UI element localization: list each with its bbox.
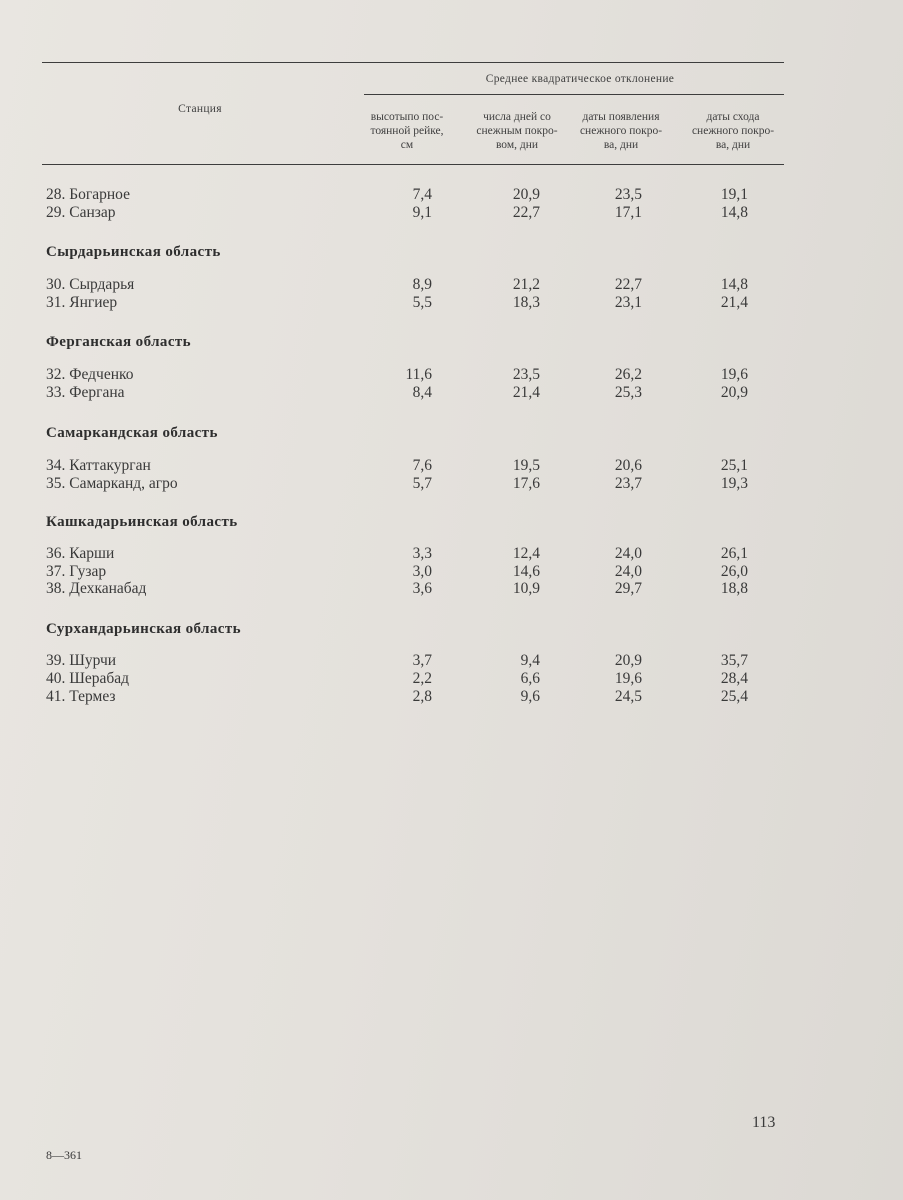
station-name: 29. Санзар <box>46 204 116 221</box>
header-line: высотыпо пос- <box>370 111 444 123</box>
value-days: 23,5 <box>512 366 540 383</box>
region-title: Ферганская область <box>46 334 191 350</box>
value-height: 8,9 <box>412 276 432 293</box>
value-height: 2,8 <box>412 688 432 705</box>
value-onset: 23,5 <box>614 186 642 203</box>
value-height: 2,2 <box>412 670 432 687</box>
value-height: 3,7 <box>412 652 432 669</box>
value-melt: 19,1 <box>720 186 748 203</box>
value-height: 8,4 <box>412 384 432 401</box>
header-line: снежного покро- <box>691 125 775 137</box>
table-row <box>0 580 903 597</box>
value-onset: 24,5 <box>614 688 642 705</box>
value-days: 19,5 <box>512 457 540 474</box>
value-onset: 20,6 <box>614 457 642 474</box>
group-header: Среднее квадратическое отклонение <box>485 73 675 85</box>
station-name: 38. Дехканабад <box>46 580 147 597</box>
value-days: 21,4 <box>512 384 540 401</box>
table-row <box>0 366 903 383</box>
station-name: 40. Шерабад <box>46 670 130 687</box>
value-onset: 20,9 <box>614 652 642 669</box>
value-melt: 26,1 <box>720 545 748 562</box>
printer-signature: 8—361 <box>46 1148 82 1162</box>
column-header-height <box>352 110 462 152</box>
station-name: 30. Сырдарья <box>46 276 135 293</box>
header-line: вом, дни <box>495 139 539 151</box>
value-onset: 24,0 <box>614 545 642 562</box>
station-name: 36. Карши <box>46 545 115 562</box>
value-days: 6,6 <box>520 670 540 687</box>
region-title: Самаркандская область <box>46 425 218 441</box>
header-line: ва, дни <box>603 139 639 151</box>
value-onset: 22,7 <box>614 276 642 293</box>
table-row <box>0 186 903 203</box>
region-title: Сырдарьинская область <box>46 244 221 260</box>
value-melt: 25,1 <box>720 457 748 474</box>
station-name: 33. Фергана <box>46 384 125 401</box>
value-days: 18,3 <box>512 294 540 311</box>
header-line: снежного покро- <box>579 125 663 137</box>
value-days: 14,6 <box>512 563 540 580</box>
page-number: 113 <box>752 1114 776 1131</box>
value-melt: 25,4 <box>720 688 748 705</box>
column-header-onset <box>566 110 676 152</box>
value-melt: 20,9 <box>720 384 748 401</box>
value-melt: 26,0 <box>720 563 748 580</box>
value-height: 5,5 <box>412 294 432 311</box>
value-melt: 35,7 <box>720 652 748 669</box>
table-row <box>0 563 903 580</box>
header-bottom-rule <box>42 164 784 165</box>
station-name: 32. Федченко <box>46 366 134 383</box>
region-title: Кашкадарьинская область <box>46 514 238 530</box>
value-melt: 28,4 <box>720 670 748 687</box>
value-melt: 14,8 <box>720 276 748 293</box>
value-days: 10,9 <box>512 580 540 597</box>
header-line: см <box>400 139 414 151</box>
value-melt: 19,6 <box>720 366 748 383</box>
table-row <box>0 276 903 293</box>
value-onset: 19,6 <box>614 670 642 687</box>
value-onset: 17,1 <box>614 204 642 221</box>
value-melt: 19,3 <box>720 475 748 492</box>
station-header: Станция <box>178 103 222 115</box>
value-height: 11,6 <box>405 366 432 383</box>
value-height: 7,6 <box>412 457 432 474</box>
value-melt: 14,8 <box>720 204 748 221</box>
value-height: 3,6 <box>412 580 432 597</box>
value-days: 17,6 <box>512 475 540 492</box>
value-days: 9,6 <box>520 688 540 705</box>
station-name: 41. Термез <box>46 688 116 705</box>
top-rule <box>42 62 784 63</box>
station-name: 28. Богарное <box>46 186 131 203</box>
station-name: 37. Гузар <box>46 563 107 580</box>
value-days: 12,4 <box>512 545 540 562</box>
value-onset: 23,7 <box>614 475 642 492</box>
header-line: даты схода <box>706 111 760 123</box>
value-onset: 25,3 <box>614 384 642 401</box>
station-name: 31. Янгиер <box>46 294 118 311</box>
group-rule <box>364 94 784 95</box>
value-days: 9,4 <box>520 652 540 669</box>
value-onset: 23,1 <box>614 294 642 311</box>
table-row <box>0 688 903 705</box>
header-line: снежным покро- <box>476 125 558 137</box>
value-onset: 29,7 <box>614 580 642 597</box>
table-row <box>0 384 903 401</box>
value-days: 21,2 <box>512 276 540 293</box>
value-height: 9,1 <box>412 204 432 221</box>
header-line: числа дней со <box>483 111 551 123</box>
value-height: 7,4 <box>412 186 432 203</box>
header-line: даты появления <box>582 111 660 123</box>
table-row <box>0 204 903 221</box>
table-row <box>0 457 903 474</box>
table-row <box>0 545 903 562</box>
column-header-melt <box>678 110 788 152</box>
value-height: 3,0 <box>412 563 432 580</box>
table-row <box>0 652 903 669</box>
header-line: ва, дни <box>715 139 751 151</box>
table-row <box>0 670 903 687</box>
value-melt: 21,4 <box>720 294 748 311</box>
value-days: 22,7 <box>512 204 540 221</box>
header-line: тоянной рейке, <box>370 125 444 137</box>
value-days: 20,9 <box>512 186 540 203</box>
station-name: 39. Шурчи <box>46 652 117 669</box>
station-name: 34. Каттакурган <box>46 457 151 474</box>
table-row <box>0 475 903 492</box>
value-height: 5,7 <box>412 475 432 492</box>
column-header-days <box>462 110 572 152</box>
value-onset: 26,2 <box>614 366 642 383</box>
region-title: Сурхандарьинская область <box>46 621 241 637</box>
table-row <box>0 294 903 311</box>
value-height: 3,3 <box>412 545 432 562</box>
value-onset: 24,0 <box>614 563 642 580</box>
value-melt: 18,8 <box>720 580 748 597</box>
station-name: 35. Самарканд, агро <box>46 475 178 492</box>
